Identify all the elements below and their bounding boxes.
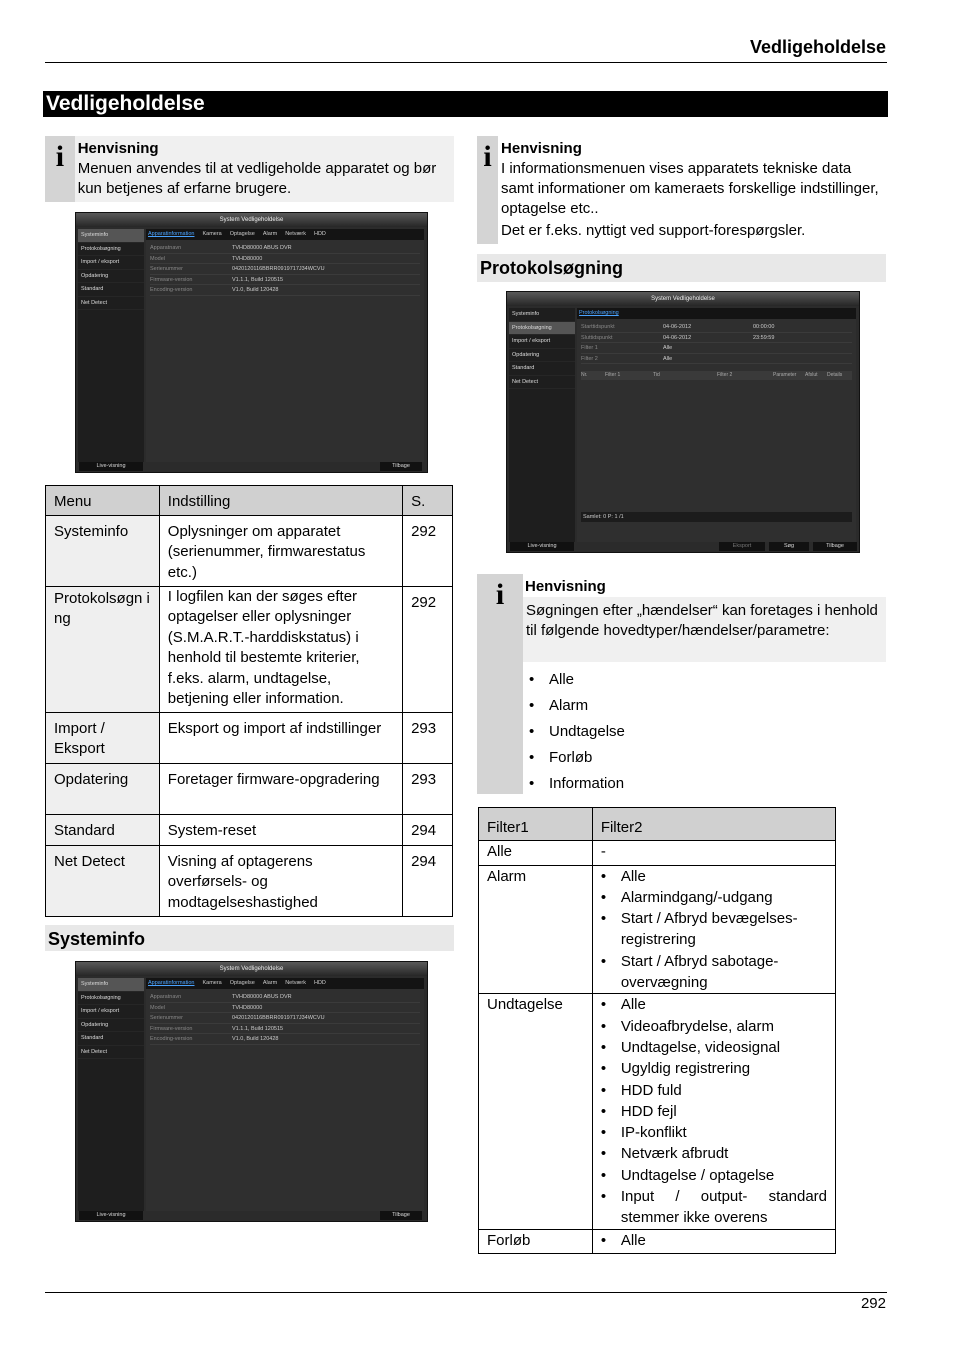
subsection-title-protokolsogning: Protokolsøgning [477, 254, 886, 282]
running-header: Vedligeholdelse [749, 37, 886, 57]
list-item: • Start / Afbryd sabotage-overvægning [595, 951, 827, 994]
list-item: • Alle [595, 866, 827, 887]
dvr-tab[interactable]: HDD [313, 980, 326, 986]
cell-filter2 [592, 865, 835, 994]
dvr-info-row: Apparatnavn TVHD80000 ABUS DVR [150, 243, 420, 254]
filter-table [478, 807, 836, 1254]
footer-rule [45, 1292, 887, 1293]
dvr-info-row: Firmware-version V1.1.1, Build 120515 [150, 1024, 420, 1035]
cell-setting: I logfilen kan der søges efter optagelser eller oplysninger (S.M.A.R.T.-harddiskstatus) i henhold til bestemte kriterier, f.eks. alarm, undtagelse, betjening eller information. [159, 586, 402, 712]
dvr-tabs [577, 308, 856, 319]
dvr-menu-item[interactable]: Standard [509, 362, 575, 376]
dvr-screenshot-systeminfo-2 [75, 961, 428, 1222]
page-number: 292 [860, 1295, 886, 1312]
dvr-info-row: Model TVHD80000 [150, 254, 420, 265]
table-row [479, 994, 836, 1229]
dvr-menu-item[interactable]: Net Detect [78, 1046, 144, 1060]
info-icon: i [45, 136, 75, 202]
dvr-menu-item[interactable]: Standard [78, 1032, 144, 1046]
dvr-result-header: Nr. Filter 1 Tid Filter 2 Parameter Afslut Details [581, 371, 852, 380]
cell-page: 293 [403, 763, 453, 814]
dvr-tab[interactable]: Apparatinformation [148, 231, 195, 237]
dvr-menu-item[interactable]: Protokolsøgning [78, 992, 144, 1006]
list-item: • Alarm [523, 693, 625, 719]
col-header: Menu [46, 486, 160, 516]
note-systeminfo [477, 136, 886, 244]
cell-menu: Net Detect [46, 845, 160, 916]
table-header-row [479, 808, 836, 841]
section-title: Vedligeholdelse [43, 91, 888, 117]
dvr-menu-item[interactable]: Import / eksport [78, 256, 144, 270]
dvr-menu-item[interactable]: Net Detect [509, 376, 575, 390]
back-button[interactable]: Tilbage [813, 542, 857, 551]
table-row [479, 865, 836, 994]
list-item: • Netværk afbrudt [595, 1143, 827, 1164]
dvr-sidebar [509, 308, 575, 542]
dvr-info-row: Serienummer 0420120116BBRR0919717J34WCVU [150, 1013, 420, 1024]
search-button[interactable]: Søg [769, 542, 809, 551]
cell-setting: Foretager firmware-opgradering [159, 763, 402, 814]
table-row [479, 841, 836, 865]
col-header: Indstilling [159, 486, 402, 516]
cell-filter1: Alarm [479, 865, 593, 994]
table-row [46, 515, 453, 586]
dvr-title: System Vedligeholdelse [76, 962, 427, 976]
list-item: • Undtagelse, videosignal [595, 1037, 827, 1058]
list-item: • Undtagelse / optagelse [595, 1165, 827, 1186]
cell-page: 294 [403, 814, 453, 845]
note-title: Henvisning [77, 140, 159, 157]
list-item: • HDD fuld [595, 1080, 827, 1101]
dvr-info-row: Firmware-version V1.1.1, Build 120515 [150, 275, 420, 286]
cell-setting: System-reset [159, 814, 402, 845]
cell-page: 292 [403, 515, 453, 586]
dvr-info-row: Model TVHD80000 [150, 1003, 420, 1014]
cell-filter1: Undtagelse [479, 994, 593, 1229]
cell-filter2: - [592, 841, 835, 865]
dvr-filter-row[interactable]: Filter 2 Alle [581, 354, 852, 365]
cell-filter2 [592, 994, 835, 1229]
export-button[interactable]: Eksport [719, 542, 765, 551]
cell-page: 293 [403, 712, 453, 763]
dvr-tab[interactable]: Optagelse [229, 231, 255, 237]
cell-menu: Import / Eksport [46, 712, 160, 763]
cell-filter2 [592, 1229, 835, 1253]
dvr-main [577, 308, 856, 542]
dvr-menu-item[interactable]: Systeminfo [78, 229, 144, 243]
cell-menu: Systeminfo [46, 515, 160, 586]
table-row [46, 712, 453, 763]
dvr-tab[interactable]: Kamera [202, 980, 222, 986]
list-item: • Start / Afbryd bevægelses-registrering [595, 908, 827, 951]
dvr-tab[interactable]: Optagelse [229, 980, 255, 986]
dvr-info-row: Encoding-version V1.0, Build 120428 [150, 1034, 420, 1045]
dvr-tab[interactable]: Protokolsøgning [579, 310, 619, 316]
dvr-main [146, 229, 424, 462]
list-item: • HDD fejl [595, 1101, 827, 1122]
back-button[interactable]: Tilbage [380, 1211, 422, 1220]
dvr-filter-row[interactable]: Starttidspunkt 04-06-2012 00:00:00 [581, 322, 852, 333]
dvr-tabs [146, 978, 424, 989]
list-item: • Alle [595, 994, 827, 1015]
event-type-list [523, 667, 625, 797]
dvr-tab[interactable]: Alarm [262, 980, 278, 986]
dvr-menu-item[interactable]: Systeminfo [78, 978, 144, 992]
dvr-menu-item[interactable]: Net Detect [78, 297, 144, 311]
dvr-menu-item[interactable]: Import / eksport [78, 1005, 144, 1019]
cell-page: 294 [403, 845, 453, 916]
list-item: • Alle [595, 1230, 827, 1251]
dvr-main [146, 978, 424, 1211]
dvr-sidebar [78, 229, 144, 462]
dvr-tab[interactable]: HDD [313, 231, 326, 237]
note-title: Henvisning [525, 578, 606, 595]
live-view-button[interactable]: Live-visning [79, 1211, 143, 1220]
dvr-menu-item[interactable]: Opdatering [78, 270, 144, 284]
cell-setting: Eksport og import af indstillinger [159, 712, 402, 763]
cell-menu: Standard [46, 814, 160, 845]
col-header: Filter1 [479, 808, 593, 841]
dvr-title: System Vedligeholdelse [507, 292, 859, 306]
list-item: • Information [523, 771, 625, 797]
col-header: S. [403, 486, 453, 516]
dvr-tab[interactable]: Netværk [285, 980, 306, 986]
table-header-row [46, 486, 453, 516]
dvr-menu-item[interactable]: Protokolsøgning [509, 322, 575, 336]
dvr-tab[interactable]: Alarm [262, 231, 278, 237]
live-view-button[interactable]: Live-visning [510, 542, 574, 551]
dvr-menu-item[interactable]: Import / eksport [509, 335, 575, 349]
live-view-button[interactable]: Live-visning [79, 462, 143, 471]
dvr-screenshot-protocol-search [506, 291, 860, 553]
dvr-filter-row[interactable]: Sluttidspunkt 04-06-2012 23:59:59 [581, 333, 852, 344]
note-text: Menuen anvendes til at vedligeholde apparatet og bør kun betjenes af erfarne brugere. [77, 160, 437, 197]
dvr-screenshot-systeminfo [75, 212, 428, 473]
cell-filter1: Alle [479, 841, 593, 865]
dvr-info-row: Encoding-version V1.0, Build 120428 [150, 285, 420, 296]
dvr-tab[interactable]: Kamera [202, 231, 222, 237]
dvr-sidebar [78, 978, 144, 1211]
list-item: • Alarmindgang/-udgang [595, 887, 827, 908]
table-row [46, 586, 453, 712]
list-item: • IP-konflikt [595, 1122, 827, 1143]
list-item: • Undtagelse [523, 719, 625, 745]
dvr-tab[interactable]: Netværk [285, 231, 306, 237]
dvr-info-row: Serienummer 0420120116BBRR0919717J34WCVU [150, 264, 420, 275]
list-item: • Ugyldig registrering [595, 1058, 827, 1079]
dvr-menu-item[interactable]: Standard [78, 283, 144, 297]
list-item: • Input / output- standard stemmer ikke overens [595, 1186, 827, 1229]
info-icon: i [477, 136, 498, 244]
list-item: • Alle [523, 667, 625, 693]
info-icon: i [477, 574, 523, 794]
dvr-total: Samlet: 0 P: 1 /1 [581, 512, 852, 522]
header-rule [45, 62, 887, 63]
dvr-filter-row[interactable]: Filter 1 Alle [581, 343, 852, 354]
note-text: Søgningen efter „hændelser“ kan foretages i henhold til følgende hovedtyper/hændelser/parametre: [523, 597, 886, 662]
cell-setting: Visning af optagerens overførsels- og modtagelseshastighed [159, 845, 402, 916]
dvr-menu-item[interactable]: Opdatering [78, 1019, 144, 1033]
note-search [477, 574, 886, 794]
col-header: Filter2 [592, 808, 835, 841]
cell-menu: Opdatering [46, 763, 160, 814]
subsection-title-systeminfo: Systeminfo [45, 925, 454, 951]
dvr-tab[interactable]: Apparatinformation [148, 980, 195, 986]
cell-menu: Protokolsøgn ing [46, 586, 160, 712]
dvr-info-row: Apparatnavn TVHD80000 ABUS DVR [150, 992, 420, 1003]
dvr-menu-item[interactable]: Opdatering [509, 349, 575, 363]
table-row [46, 763, 453, 814]
list-item: • Forløb [523, 745, 625, 771]
table-row [46, 845, 453, 916]
note-text: Det er f.eks. nyttigt ved support-forespørgsler. [501, 222, 806, 239]
cell-setting: Oplysninger om apparatet (serienummer, firmwarestatus etc.) [159, 515, 402, 586]
dvr-menu-item[interactable]: Protokolsøgning [78, 243, 144, 257]
dvr-tabs [146, 229, 424, 240]
note-title: Henvisning [501, 140, 582, 157]
menu-table [45, 485, 453, 917]
note-text: I informationsmenuen vises apparatets tekniske data samt informationer om kameraets forskellige indstillinger, optagelse etc.. [501, 160, 879, 217]
table-row [46, 814, 453, 845]
cell-filter1: Forløb [479, 1229, 593, 1253]
dvr-title: System Vedligeholdelse [76, 213, 427, 227]
note-maintenance [45, 136, 454, 202]
cell-page: 292 [403, 586, 453, 712]
back-button[interactable]: Tilbage [380, 462, 422, 471]
table-row [479, 1229, 836, 1253]
dvr-menu-item[interactable]: Systeminfo [509, 308, 575, 322]
list-item: • Videoafbrydelse, alarm [595, 1016, 827, 1037]
